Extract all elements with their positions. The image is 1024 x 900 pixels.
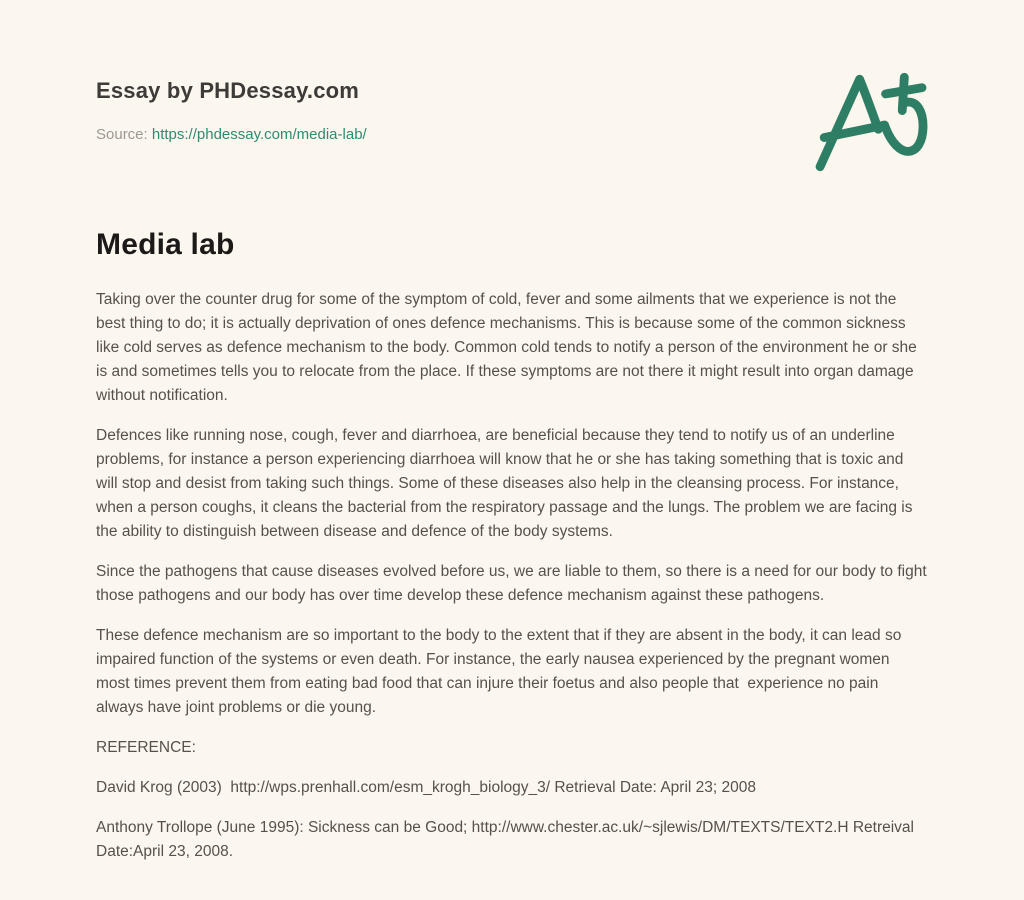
source-link[interactable]: https://phdessay.com/media-lab/ [151,126,367,143]
essay-title: Media lab [96,228,235,261]
reference-item: Anthony Trollope (June 1995): Sickness can be Good; http://www.chester.ac.uk/~sjlewis/DM/TEXTS/TEXT2.H Retreival Date:April 23, 2008. [96,819,919,860]
page-header [96,78,928,174]
reference-heading: REFERENCE: [96,739,196,756]
header-text-block [96,78,367,143]
phdessay-logo [812,70,928,174]
essay-body [96,288,931,864]
source-label: Source: [96,126,148,143]
essay-paragraph: Defences like running nose, cough, fever and diarrhoea, are beneficial because they tend to notify us of an underline problems, for instance a person experiencing diarrhoea will know that he or she has taking something that is toxic and will stop and desist from taking such things. Some of these diseases also help in the cleansing process. For instance, when a person coughs, it cleans the bacterial from the respiratory passage and the lungs. The problem we are facing is the ability to distinguish between disease and defence of the body systems. [96,427,917,540]
a-plus-logo-icon [812,161,928,178]
essay-paragraph: Taking over the counter drug for some of the symptom of cold, fever and some ailments that we experience is not the best thing to do; it is actually deprivation of ones defence mechanisms. This is because some of the common sickness like cold serves as defence mechanism to the body. Common cold tends to notify a person of the environment he or she is and sometimes tells you to relocate from the place. If these symptoms are not there it might result into organ damage without notification. [96,291,922,404]
reference-item: David Krog (2003) http://wps.prenhall.com/esm_krogh_biology_3/ Retrieval Date: April 23; 2008 [96,779,756,796]
essay-paragraph: These defence mechanism are so important to the body to the extent that if they are absent in the body, it can lead so impaired function of the systems or even death. For instance, the early nausea experienced by the pregnant women most times prevent them from eating bad food that can injure their foetus and also people that experience no pain always have joint problems or die young. [96,627,906,716]
source-line [96,126,367,143]
site-title: Essay by PHDessay.com [96,78,360,103]
essay-paragraph: Since the pathogens that cause diseases evolved before us, we are liable to them, so there is a need for our body to fight those pathogens and our body has over time develop these defence mechanism against these pathogens. [96,563,931,604]
